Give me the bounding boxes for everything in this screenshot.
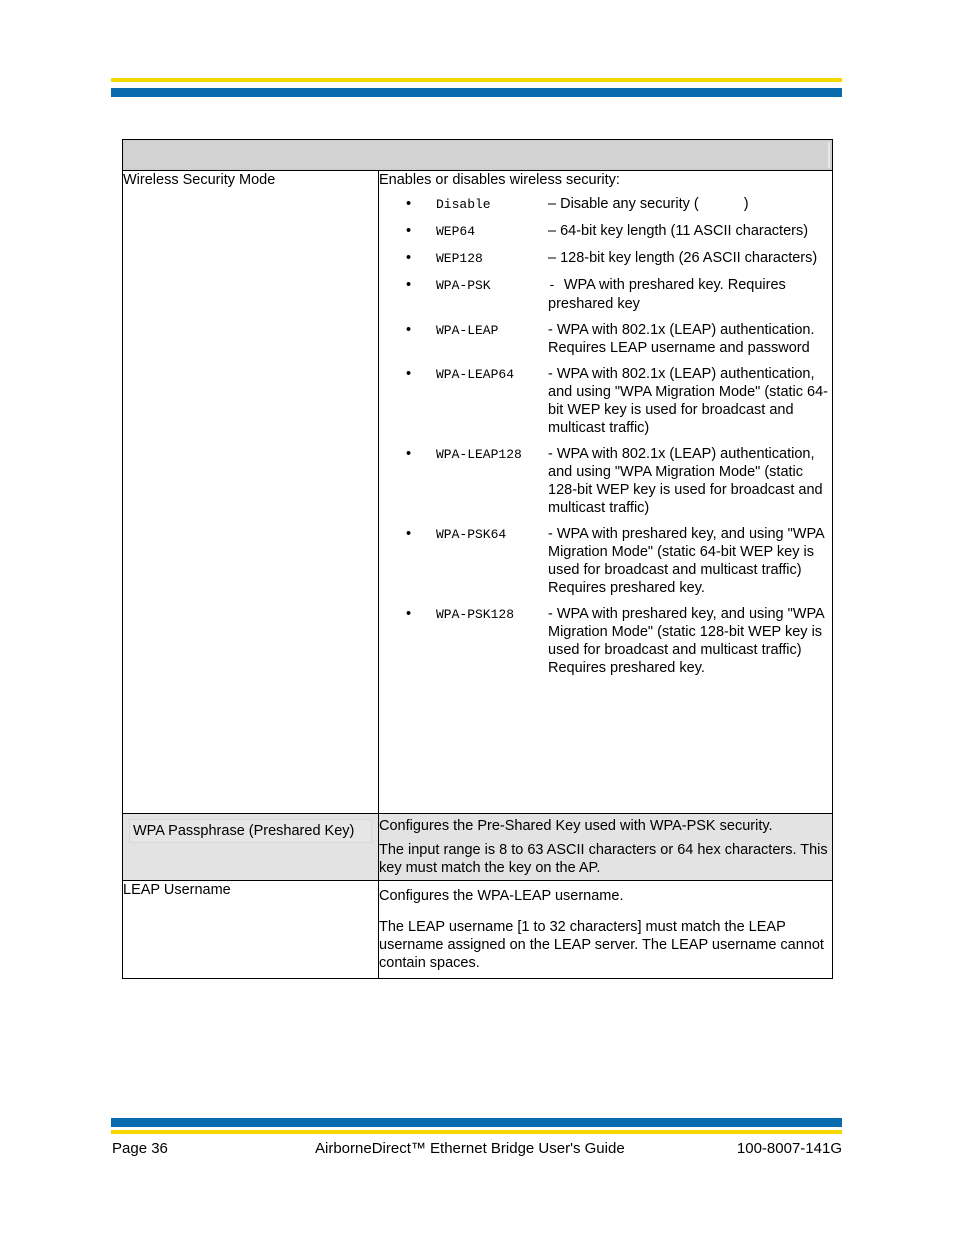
table-header-row <box>123 140 833 171</box>
param-cell <box>123 881 379 979</box>
param-cell <box>123 814 379 881</box>
list-item <box>379 195 832 214</box>
bullet-icon: • <box>406 322 412 338</box>
list-item <box>379 321 832 357</box>
bullet-icon: • <box>406 277 412 293</box>
option-desc-end: ) <box>743 196 749 212</box>
list-item <box>379 276 832 313</box>
bullet-icon: • <box>406 223 412 239</box>
option-code: WEP128 <box>436 251 483 266</box>
desc-cell <box>379 881 833 979</box>
header-yellow-bar <box>111 78 842 82</box>
option-code: WPA-LEAP <box>436 323 499 338</box>
param-label: LEAP Username <box>123 882 231 898</box>
option-code: WEP64 <box>436 224 476 239</box>
option-desc: - WPA with 802.1x (LEAP) authentication. Requires LEAP username and password <box>548 322 815 356</box>
page-footer <box>112 1140 842 1160</box>
document-title: AirborneDirect™ Ethernet Bridge User's Guide <box>315 1140 625 1157</box>
option-desc <box>548 276 832 313</box>
bullet-icon: • <box>406 606 412 622</box>
desc-paragraph: The LEAP username [1 to 32 characters] must match the LEAP username assigned on the LEAP server. The LEAP username cannot contain spaces. <box>379 919 824 971</box>
table-row <box>123 171 833 814</box>
option-desc-start: – Disable any security ( <box>548 196 699 212</box>
option-desc-text: WPA with preshared key. Requires preshared key <box>548 277 786 312</box>
option-code: WPA-LEAP128 <box>436 447 522 462</box>
settings-table <box>122 139 833 979</box>
header-blue-bar <box>111 88 842 97</box>
bullet-icon: • <box>406 446 412 462</box>
bullet-icon: • <box>406 526 412 542</box>
desc-paragraph: Configures the Pre-Shared Key used with WPA-PSK security. <box>379 818 773 834</box>
option-desc: - WPA with preshared key, and using "WPA Migration Mode" (static 64-bit WEP key is used for broadcast and multicast traffic) Requires preshared key. <box>548 526 824 596</box>
option-code: Disable <box>436 197 491 212</box>
option-desc: - WPA with 802.1x (LEAP) authentication, and using "WPA Migration Mode" (static 64-bit WEP key is used for broadcast and multicast traffic) <box>548 366 829 436</box>
option-desc <box>548 195 832 214</box>
table-header-band <box>125 142 830 168</box>
list-item <box>379 525 832 597</box>
footer-blue-bar <box>111 1118 842 1127</box>
option-code: WPA-PSK <box>436 278 491 293</box>
page-number: Page 36 <box>112 1140 168 1157</box>
security-mode-list <box>379 195 832 677</box>
document-number: 100-8007-141G <box>736 1140 842 1157</box>
list-item <box>379 605 832 677</box>
desc-cell <box>379 814 833 881</box>
param-cell <box>123 171 379 814</box>
list-item <box>379 222 832 241</box>
table-row <box>123 814 833 881</box>
option-code: WPA-PSK64 <box>436 527 507 542</box>
param-label: WPA Passphrase (Preshared Key) <box>129 819 372 843</box>
option-desc: – 64-bit key length (11 ASCII characters) <box>548 223 809 239</box>
footer-yellow-bar <box>111 1130 842 1134</box>
option-desc: - WPA with 802.1x (LEAP) authentication, and using "WPA Migration Mode" (static 128-bit WEP key is used for broadcast and multicast traffic) <box>548 446 823 516</box>
bullet-icon: • <box>406 250 412 266</box>
list-item <box>379 249 832 268</box>
list-item <box>379 445 832 517</box>
option-desc: - WPA with preshared key, and using "WPA Migration Mode" (static 128-bit WEP key is used for broadcast and multicast traffic) Requires preshared key. <box>548 606 824 676</box>
list-item <box>379 365 832 437</box>
bullet-icon: • <box>406 196 412 212</box>
bullet-icon: • <box>406 366 412 382</box>
desc-paragraph: Configures the WPA-LEAP username. <box>379 888 624 904</box>
option-dash: - <box>548 278 556 293</box>
option-desc: – 128-bit key length (26 ASCII characters) <box>548 250 818 266</box>
desc-intro: Enables or disables wireless security: <box>379 172 620 188</box>
desc-cell <box>379 171 833 814</box>
desc-paragraph: The input range is 8 to 63 ASCII characters or 64 hex characters. This key must match the key on the AP. <box>379 842 828 876</box>
option-code: WPA-LEAP64 <box>436 367 515 382</box>
table-row <box>123 881 833 979</box>
param-label: Wireless Security Mode <box>123 172 276 188</box>
option-code: WPA-PSK128 <box>436 607 515 622</box>
